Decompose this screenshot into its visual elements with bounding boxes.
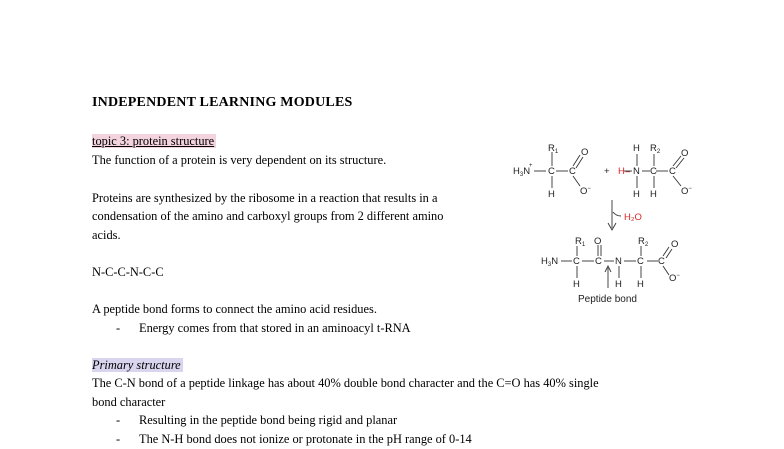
peptide-bond-figure <box>508 138 722 306</box>
svg-text:−: − <box>625 167 631 178</box>
svg-text:C: C <box>650 166 657 177</box>
svg-text:O: O <box>681 148 689 159</box>
svg-text:R1: $R_1$ <box>575 236 586 248</box>
topic-heading-text: topic 3: protein structure <box>92 134 215 148</box>
svg-text:N: N <box>615 256 622 267</box>
svg-text:R2: $R_2$ <box>650 143 661 155</box>
svg-text:H: H <box>615 279 622 290</box>
bullet-energy: Energy comes from that stored in an aminoacyl t-RNA <box>139 321 411 335</box>
svg-text:C: C <box>548 166 555 177</box>
svg-text:C: C <box>658 256 665 267</box>
svg-text:C: C <box>595 256 602 267</box>
paragraph-line-3: acids. <box>92 228 121 242</box>
svg-text:C: C <box>669 166 676 177</box>
svg-text:H3N: $H_3N$ <box>541 256 559 268</box>
svg-text:O−: O− <box>681 186 692 197</box>
svg-text:H: H <box>650 189 657 200</box>
svg-text:O: O <box>594 236 602 247</box>
peptide-bond-label: Peptide bond <box>578 294 637 305</box>
svg-text:O−: O− <box>580 186 591 197</box>
svg-text:+: + <box>529 163 533 169</box>
paragraph-line-2: condensation of the amino and carboxyl groups from 2 different amino <box>92 209 444 223</box>
svg-text:R1: $R_1$ <box>548 143 559 155</box>
primary-text-line-1: The C-N bond of a peptide linkage has about 40% double bond character and the C=O has 40% single <box>92 376 599 390</box>
svg-text:C: C <box>573 256 580 267</box>
bullet-dash: - <box>116 413 121 427</box>
bullet-dash: - <box>116 432 121 446</box>
svg-text:O: O <box>671 239 679 250</box>
svg-text:C: C <box>569 166 576 177</box>
svg-text:R2: $R_2$ <box>638 236 649 248</box>
peptide-bond-line: A peptide bond forms to connect the amino acid residues. <box>92 302 377 316</box>
intro-line: The function of a protein is very dependent on its structure. <box>92 153 387 167</box>
svg-text:H: H <box>548 189 555 200</box>
primary-text-line-2: bond character <box>92 395 166 409</box>
svg-text:H: H <box>633 143 640 154</box>
bullet-rigid-planar: Resulting in the peptide bond being rigid and planar <box>139 413 398 427</box>
water-label: H₂O <box>624 212 642 223</box>
svg-text:C: C <box>637 256 644 267</box>
svg-text:O−: O− <box>669 273 680 284</box>
paragraph-line-1: Proteins are synthesized by the ribosome in a reaction that results in a <box>92 191 438 205</box>
bullet-dash: - <box>116 321 121 335</box>
page-title: INDEPENDENT LEARNING MODULES <box>92 95 353 110</box>
primary-structure-heading-text: Primary structure <box>92 358 181 372</box>
plus-sign: + <box>604 166 610 177</box>
backbone-sequence: N-C-C-N-C-C <box>92 265 164 279</box>
svg-text:H: H <box>618 166 625 177</box>
topic-heading <box>92 132 216 151</box>
svg-text:H: H <box>573 279 580 290</box>
primary-structure-heading <box>92 356 183 375</box>
svg-text:H3N: $H_3N$ <box>513 166 531 178</box>
svg-text:N: N <box>633 166 640 177</box>
bullet-nh-bond: The N-H bond does not ionize or protonate in the pH range of 0-14 <box>139 432 472 446</box>
svg-text:H: H <box>637 279 644 290</box>
svg-text:O: O <box>581 147 589 158</box>
svg-text:H: H <box>633 189 640 200</box>
